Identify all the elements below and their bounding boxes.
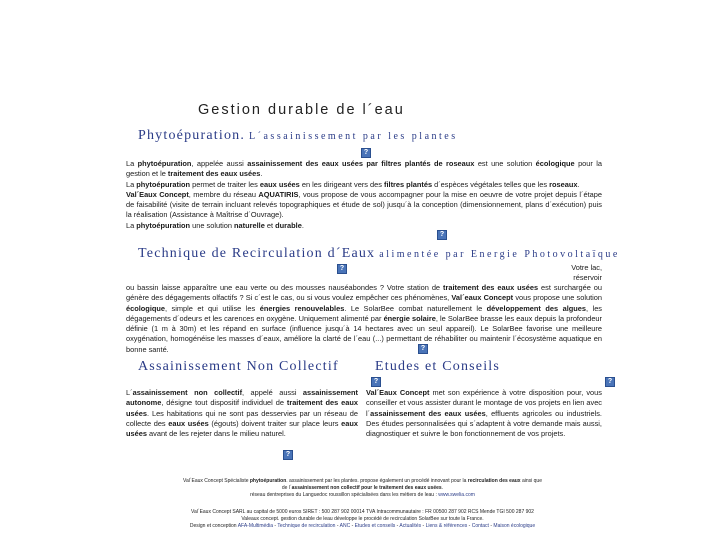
- bold-keyword: assainissement des eaux usées par filtres plantés de roseaux: [247, 159, 475, 168]
- bold-keyword: écologique: [535, 159, 575, 168]
- bold-keyword: eaux usées: [168, 418, 209, 428]
- bold-keyword: traitement des eaux usées: [126, 398, 358, 418]
- bold-keyword: écologique: [126, 303, 166, 313]
- broken-image-icon: ?: [337, 264, 347, 274]
- assain-title: [138, 357, 339, 375]
- bold-keyword: traitement des eaux usées: [443, 283, 539, 292]
- bold-keyword: Val´Eaux Concept: [366, 388, 430, 397]
- assain-body: L´assainissement non collectif, appelé aussi assainissement autonome, désigne tout dispositif individuel de traitement des eaux usées. Les habitations qui ne sont pas desservies par un réseau de collecte des eaux usées (égouts) doivent traiter sur place leurs eaux usées avant de les rejeter dans le milieu naturel.: [126, 388, 358, 439]
- footer-link-liens[interactable]: Liens & références: [425, 523, 468, 529]
- footer-link-etudes[interactable]: Etudes et conseils: [354, 523, 396, 529]
- footer-design-prefix: Design et conception: [189, 523, 237, 529]
- phyto-p1: La phytoépuration, appelée aussi assainissement des eaux usées par filtres plantés de roseaux est une solution écologique pour la gestion et le traitement des eaux usées.: [126, 159, 602, 179]
- broken-image-icon: ?: [437, 230, 447, 240]
- recirc-side-text: Votre lac, réservoir: [571, 263, 602, 283]
- bold-keyword: traitement des eaux usées: [167, 169, 261, 179]
- footer-description: Valeaux concept. gestion durable de leau développe le procédé de recirculation SolarBee sur toute la France.: [241, 516, 484, 522]
- bold-keyword: énergies renouvelables: [259, 303, 345, 313]
- page-title: Gestion durable de l´eau: [198, 102, 405, 118]
- etudes-body: Val´Eaux Concept met son expérience à votre disposition pour, vous conseiller et vous assister durant le montage de vos projets en lien avec l´assainissement des eaux usées, effluents agricoles ou industriels. Des études personnalisées qui s´adaptent à votre demande mais aussi, diagnostiquer et suivre le bon fonctionnement de vos projets.: [366, 388, 602, 439]
- footer-line3: [110, 492, 615, 499]
- broken-image-icon: ?: [418, 344, 428, 354]
- bold-keyword: Val´eaux Concept: [451, 293, 514, 303]
- footer-network-text: réseau dentreprises du Languedoc roussillon spécialisées dans les métiers de leau :: [250, 492, 439, 498]
- phyto-title: [138, 126, 458, 144]
- broken-image-icon: ?: [283, 450, 293, 460]
- etudes-title-text: Etudes et Conseils: [375, 359, 501, 374]
- bold-keyword: phytoépuration: [249, 478, 287, 484]
- bold-keyword: phytoépuration: [136, 179, 191, 189]
- bold-keyword: filtres plantés: [384, 179, 433, 189]
- bold-keyword: assainissement non collectif pour le traitement des eaux usées: [291, 485, 442, 491]
- bold-keyword: AQUATIRIS: [258, 189, 299, 199]
- bold-keyword: eaux usées: [259, 179, 300, 189]
- broken-image-icon: ?: [361, 148, 371, 158]
- swelia-link[interactable]: www.swelia.com: [438, 492, 475, 498]
- bold-keyword: Val´Eaux Concept: [126, 189, 189, 199]
- phyto-text: [126, 159, 602, 231]
- bold-keyword: durable: [275, 220, 302, 230]
- footer-nav: Design et conception AFA-Multimédia - Technique de recirculation - ANC - Etudes et conseils - Actualités - Liens & références - Contact - Maison écologique: [189, 523, 536, 529]
- bold-keyword: roseaux: [549, 179, 578, 189]
- footer-link-maison[interactable]: Maison écologique: [493, 523, 536, 529]
- footer-link-actualites[interactable]: Actualités: [399, 523, 422, 529]
- bold-keyword: eaux usées: [126, 418, 358, 439]
- bold-keyword: phytoépuration: [136, 220, 191, 230]
- etudes-title: [375, 357, 500, 375]
- footer-link-anc[interactable]: ANC: [339, 523, 351, 529]
- broken-image-icon: ?: [605, 377, 615, 387]
- phyto-p2: La phytoépuration permet de traiter les eaux usées en les dirigeant vers des filtres plantés d´espèces végétales telles que les roseaux.: [126, 179, 580, 189]
- recirc-title: [138, 244, 620, 262]
- footer-line1: Val´Eaux Concept Spécialiste phytoépuration. assainissement par les plantes. propose également un procédé innovant pour la recirculation des eaux ainsi que: [182, 478, 542, 484]
- bold-keyword: phytoépuration: [137, 159, 192, 168]
- footer-line2: de l´assainissement non collectif pour le traitement des eaux usées.: [281, 485, 444, 491]
- footer-link-afa[interactable]: AFA-Multimédia: [237, 523, 274, 529]
- bold-keyword: développement des algues: [486, 303, 587, 313]
- bold-keyword: recirculation des eaux: [467, 478, 521, 484]
- footer-link-recirculation[interactable]: Technique de recirculation: [277, 523, 336, 529]
- recirc-title-main: Technique de Recirculation d´Eaux: [138, 246, 376, 261]
- phyto-p4: La phytoépuration une solution naturelle et durable.: [126, 220, 304, 230]
- bold-keyword: assainissement des eaux usées: [370, 408, 486, 418]
- broken-image-icon: ?: [371, 377, 381, 387]
- phyto-title-main: Phytoépuration.: [138, 128, 246, 143]
- bold-keyword: assainissement autonome: [126, 388, 358, 408]
- assain-title-text: Assainissement Non Collectif: [138, 359, 339, 374]
- footer: [110, 478, 615, 530]
- footer-legal: Val´Eaux Concept SARL au capital de 5000 euros SIRET : 500 287 902 00014 TVA Intracommunautaire : FR 00500 287 902 RCS Mende TGI 500 287 902: [191, 509, 534, 515]
- recirc-title-sub: alimentée par Energie Photovoltaïque: [379, 249, 620, 260]
- bold-keyword: naturelle: [234, 220, 265, 230]
- phyto-title-sub: L´assainissement par les plantes: [249, 131, 458, 142]
- recirc-body: ou bassin laisse apparaître une eau verte ou des mousses nauséabondes ? Votre station de traitement des eaux usées est surchargée ou génère des dégagements olfactifs ? Si c´est le cas, ou si vous voulez empêcher ces phénomènes, Val´eaux Concept vous propose une solution écologique, simple et qui utilise les énergies renouvelables. Le SolarBee combat naturellement le développement des algues, les dégagements d´odeurs et les carences en oxygène. Uniquement alimenté par énergie solaire, le SolarBee brasse les eaux depuis la profondeur définie (1 m à 30m) et les répand en surface (influence jusqu´à 14 hectares avec un seul appareil). Le SolarBee favorise une meilleure oxygénation, homogénéise les masses d´eaux, améliore la clarté de l´eau (...) permettant de réhabiliter ou maintenir l´écosystème aquatique en bonne santé.: [126, 283, 603, 354]
- phyto-p3: Val´Eaux Concept, membre du réseau AQUATIRIS, vous propose de vous accompagner pour la mise en oeuvre de votre projet depuis l´étape de faisabilité (visite de terrain incluant relevés topographiques et étude de sol) jusqu´à la conception (dimensionnement, plans d´exécution) puis la réalisation (Assistance à Maîtrise d´Ouvrage).: [126, 189, 602, 220]
- bold-keyword: assainissement non collectif: [132, 388, 243, 397]
- bold-keyword: énergie solaire: [383, 313, 436, 323]
- footer-link-contact[interactable]: Contact: [471, 523, 489, 529]
